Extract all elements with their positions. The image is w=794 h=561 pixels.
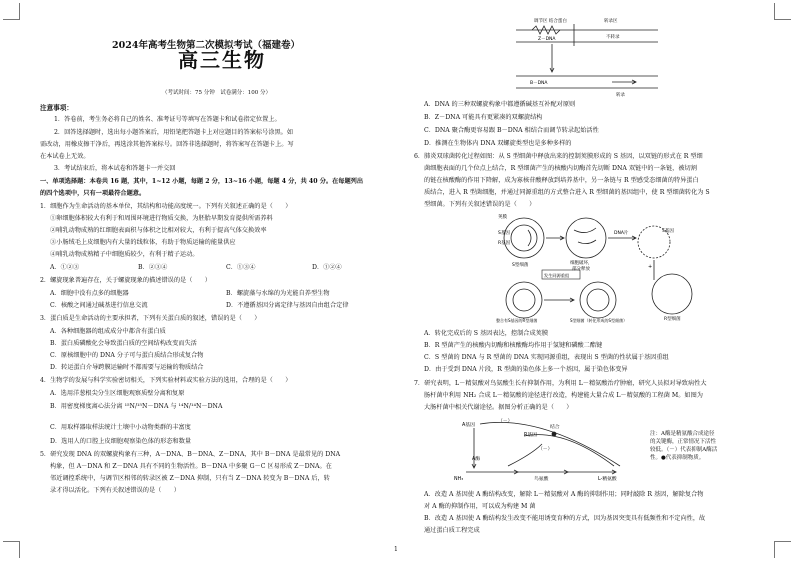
option: B．蛋白质磷酸化会导致蛋白质的空间结构改变而失活 [50,340,197,347]
question-text: 大肠杆菌中相关代谢途径。据图分析正确的是（ ） [424,404,573,411]
note-line: 需改动，用橡皮擦干净后，再选涂其他答案标号。回答非选择题时，将答案写在答题卡上。写 [40,141,294,148]
left-column [40,0,396,561]
question-text: 5．研究发现 DNA 的双螺旋构象有三种，A－DNA、B－DNA、Z－DNA，其中 B－DNA 是最常见的 DNA [40,451,341,458]
figure-label: 转录 [616,93,625,98]
figure-label: 发生同源重组 [544,273,570,278]
question-text: 菌细胞表面的几个位点上结合，R 型细菌产生的核酸内切酶首先切断 DNA 双链中的一条链，被切割 [424,165,697,172]
dna-conformation-figure [512,14,662,98]
figure-label: S基因 [498,231,510,236]
note-line: 2．回答选择题时，选出每小题答案后，用铅笔把答题卡上对应题目的答案标号涂黑。如 [54,129,294,136]
arginine-pathway-figure [454,414,644,482]
option: B．②③④ [138,264,168,271]
crop-mark [774,3,791,20]
figure-note: 较低。（－）代表抑制A酶活 [650,447,718,453]
option: B．螺旋藻与水绵的为光能自养型生物 [226,290,330,297]
option: C．用取样器取样法统计土壤中小动物类群的丰富度 [50,424,191,431]
figure-label: Z－DNA [538,37,556,42]
option: D．选用人的口腔上皮细胞观察染色体的形态和数量 [50,438,192,445]
transformation-figure [494,212,704,324]
exam-info: （考试时间：75 分钟 试卷满分：100 分） [162,90,271,96]
crop-mark [774,541,791,558]
question-text: 型细菌。下列有关叙述错误的是（ ） [424,201,536,208]
figure-note: 的关键酶，正常情况下活性 [650,439,717,445]
option: C．核酸之间通过碱基进行信息交流 [50,302,148,309]
question-text: 质结合，进入 R 型菌细胞，并通过同源重组的方式整合进入 R 型细菌的基因组中，使 R 型细菌转化为 S [424,189,710,196]
option: A．①②③ [50,264,80,271]
question-text: 邻近调控系统中，与调节区相邻的转录区被 Z－DNA 抑制，只有当 Z－DNA 转变为 B－DNA 后，转 [50,475,330,482]
question-stem: 1．细胞作为生命活动的基本单位，其结构和功能高度统一。下列有关叙述正确的是（ ） [40,203,292,210]
option: D．①②④ [312,264,342,271]
option: B．改造 A 基因使 A 酶结构发生改变不能用诱变育种的方式，因为基因突变具有低频性和不定向性，故 [424,515,706,522]
option: A．DNA 的三种双螺旋构象中都遵循碱基互补配对原则 [424,101,576,108]
question-item: ②哺乳动物成熟的红细胞表面积与体积之比相对较大，有利于提高气体交换效率 [50,227,267,234]
plus-sign: + [648,264,653,270]
question-stem: 4．生物学的发展与科学实验密切相关，下列实验材料或实验方法的选用，合理的是（ ） [40,377,292,384]
option: C．原核细胞中的 DNA 分子可与蛋白质结合形成复合物 [50,352,204,359]
question-item: ③小肠绒毛上皮细胞内有大量的线粒体，有助于物质运输的能量供应 [50,239,236,246]
crop-mark [3,3,20,20]
option: A．改造 A 基因使 A 酶结构改变，解除 L－精氨酸对 A 酶的抑制作用；同时敲除 R 基因，解除复合物 [424,491,704,498]
figure-label: NH₃ [454,477,464,482]
question-text: 录才得以活化。下列有关叙述错误的是（ ） [50,487,180,494]
question-item: ④哺乳动物成熟精子中细胞质较少，有利于精子运动。 [50,251,199,258]
option: A．转化完成后的 S 基因表达，控制合成荚膜 [424,330,549,337]
question-stem: 2．螺旋现象普遍存在，关于螺旋现象的描述错误的是（ ） [40,277,211,284]
section-heading: 的四个选项中，只有一项最符合题意。 [40,190,146,197]
figure-label: 鸟氨酸 [534,477,549,482]
figure-label: A酶 [472,457,481,462]
question-stem: 3．蛋白质是生命活动的主要承担者，下列有关蛋白质的叙述，错误的是（ ） [40,315,261,322]
figure-label: （－） [498,419,513,424]
section-heading: 一、单项选择题：本卷共 16 题，其中，1~12 小题，每题 2 分，13~16 小题，每题 4 分，共 40 分。在每题列出 [40,178,364,185]
option: C．DNA 聚合酶更容易跟 B－DNA 相结合而调节转录起始活性 [424,127,599,134]
figure-label: 荚膜 [498,215,507,220]
question-text: 构象，但 A－DNA 和 Z－DNA 具有不同的生物活性。B－DNA 中多聚 G－C 区易形成 Z－DNA。在 [50,463,332,470]
right-column [414,0,774,561]
figure-label: 不转录 [606,35,620,40]
question-text: 肠杆菌中利用 NH₂ 合成 L－精氨酸的途径进行改造，构建能大量合成 L－精氨酸的工程菌 M。如图为 [424,392,703,399]
option: 通过蛋白质工程完成 [424,527,480,534]
option: A．各种细胞器的组成成分中都含有蛋白质 [50,328,166,335]
note-line: 在本试卷上无效。 [40,153,90,160]
exam-title: 2024年高考生物第二次模拟考试（福建卷） [112,40,300,51]
figure-label: 细胞破坏， [570,261,593,266]
figure-note: 注：A酶是精氨酸合成途径 [650,431,715,437]
figure-label: L-精氨酸 [598,477,617,482]
page-number: 1 [394,546,398,553]
figure-label: S型细菌 [512,263,529,268]
figure-label: R型细菌 [664,317,681,322]
option: 对 A 酶的抑制作用，可以成为构建 M 菌 [424,503,536,510]
figure-label: 转录区 [604,19,618,24]
figure-label: DNA片 [614,231,629,236]
option: D．由于受到 DNA 片段，R 型菌的染色体上多一个基因，属于染色体变异 [424,366,628,373]
notes-heading: 注意事项： [40,104,73,112]
question-text: 的链在核酸酶的作用下降解，成为寡核苷酸释放到培养基中，另一条链与 R 型感受态细菌的特异蛋白 [424,177,699,184]
figure-label: S基因 [662,229,674,234]
note-line: 3．考试结束后，将本试卷和答题卡一并交回 [54,165,176,172]
figure-label: R基因 [498,241,511,246]
subject-title: 高三生物 [178,48,266,72]
option: B．用密度梯度离心法分离 ¹⁵N/¹⁵N－DNA 与 ¹⁴N/¹⁴N－DNA [50,403,223,410]
option: B．R 型菌产生的核酸内切酶和核酸酶均作用于氢键和磷酸二酯键 [424,342,603,349]
figure-label: A基因 [462,423,475,428]
figure-note: 性。●代表抑制物质。 [650,455,705,461]
figure-label: （－） [538,447,553,452]
figure-label: 整合有S基因的R型细菌 [496,318,538,323]
option: C．①③④ [226,264,256,271]
question-item: ①卵细胞体积较大有利于和周围环境进行物质交换，为胚胎早期发育提供所需养料 [50,215,273,222]
option: A．选用洋葱根尖分生区细胞观察质壁分离和复原 [50,390,185,397]
option: C．S 型菌的 DNA 与 R 型菌的 DNA 实现同源重组，表现出 S 型菌的性状属于基因重组 [424,354,669,361]
figure-label: 部分释放 [572,267,590,272]
option: D．不遵循基因分离定律与基因自由组合定律 [226,302,349,309]
option: A．细胞中没有点多的细胞器 [50,290,129,297]
figure-label: 调节区 结合蛋白 [534,19,567,24]
figure-label: S型细菌（转化形成的S型细菌） [570,318,628,323]
figure-label: R基因 [524,433,537,438]
option: B．Z－DNA 可能具有更紧凑的双螺旋结构 [424,114,543,121]
crop-mark [3,541,20,558]
note-line: 1．答卷前，考生务必将自己的姓名、准考证号等填写在答题卡和试卷指定位置上。 [54,116,281,123]
option: D．推测在生物体内 DNA 双螺旋类型也是多种多样的 [424,140,572,147]
figure-label: B－DNA [530,81,548,86]
figure-label: 结合 [550,425,560,430]
question-text: 7．研究表明，L－精氨酸对鸟氨酸生长有抑制作用，为利用 L－精氨酸治疗肿瘤，研究人员拟对导致病性大 [414,380,707,387]
option: D．转运蛋白介导跨膜运输时不都需要与运输的物质结合 [50,364,204,371]
question-text: 6．肺炎双球菌转化过程如图：从 S 型细菌中释放出来的控制荚膜形成的 S 基因，以双链的形式在 R 型细 [414,153,703,160]
